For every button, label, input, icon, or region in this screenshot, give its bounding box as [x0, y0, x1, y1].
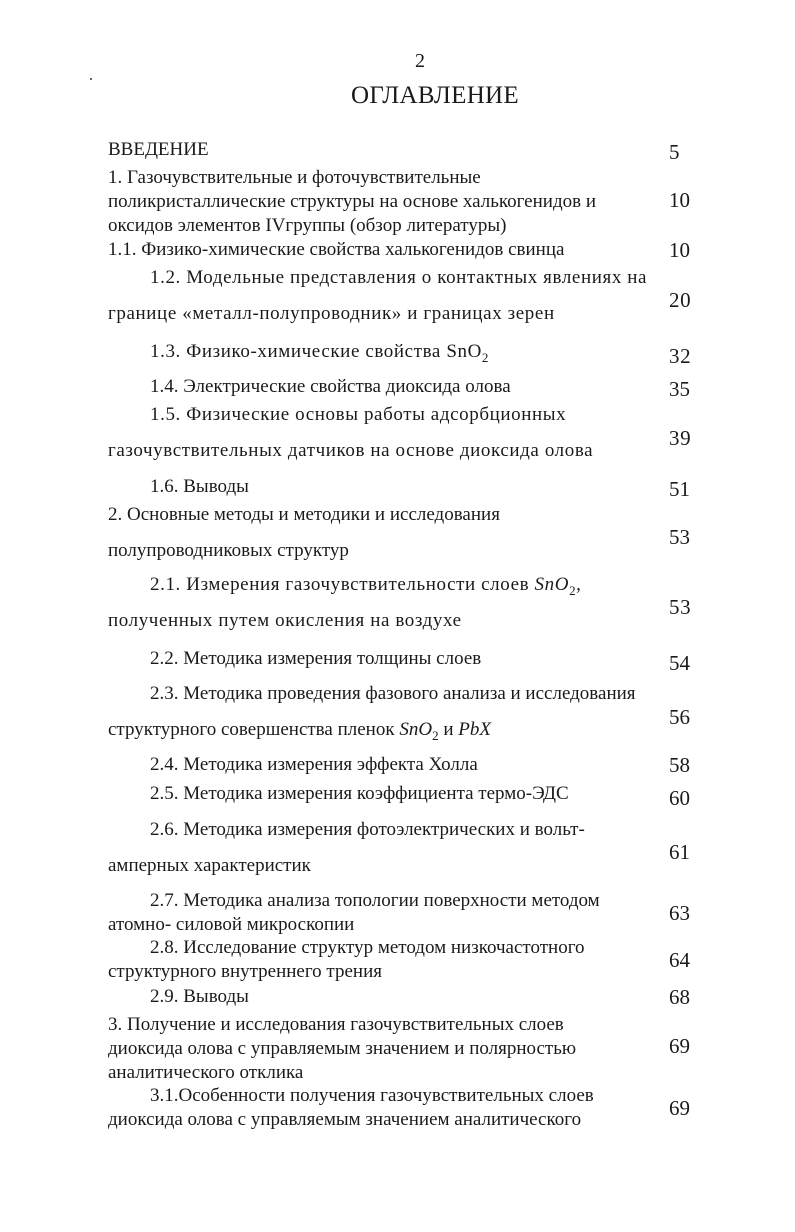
- toc-entry-line: полупроводниковых структур: [108, 540, 349, 561]
- toc-entry-line: 2.7. Методика анализа топологии поверхности методом: [150, 890, 600, 911]
- toc-entry-line: 2.3. Методика проведения фазового анализа и исследования: [150, 683, 636, 704]
- toc-entry-line: полученных путем окисления на воздухе: [108, 610, 462, 631]
- toc-entry-text: и: [438, 719, 459, 740]
- toc-entry-line: структурного внутреннего трения: [108, 961, 382, 982]
- toc-page-number: 69: [669, 1034, 690, 1058]
- toc-entry-line: газочувствительных датчиков на основе диоксида олова: [108, 440, 594, 461]
- toc-entry-title: 1.4. Электрические свойства диоксида олова: [150, 376, 511, 397]
- toc-page-number: 20: [669, 288, 692, 312]
- toc-entry-title: 1.6. Выводы: [150, 476, 249, 497]
- toc-entry-line: 1.2. Модельные представления о контактных явлениях на: [150, 267, 648, 288]
- toc-page-number: 68: [669, 985, 690, 1009]
- toc-page-number: 10: [669, 238, 690, 262]
- toc-entry-line: оксидов элементов IVгруппы (обзор литературы): [108, 215, 507, 236]
- toc-entry-title: 2.2. Методика измерения толщины слоев: [150, 648, 482, 669]
- toc-page-number: 58: [669, 753, 690, 777]
- subscript: 2: [481, 349, 490, 365]
- subscript: 2: [569, 582, 577, 598]
- toc-entry-title: 2.5. Методика измерения коэффициента термо-ЭДС: [150, 783, 569, 804]
- formula: PbX: [458, 719, 491, 740]
- toc-entry-title: ВВЕДЕНИЕ: [108, 139, 209, 160]
- toc-page-number: 39: [669, 426, 692, 450]
- toc-entry-text: ,: [576, 574, 582, 595]
- toc-page-number: 63: [669, 901, 690, 925]
- toc-page-number: 56: [669, 705, 690, 729]
- toc-entry-title: [150, 340, 489, 370]
- toc-page-number: 53: [669, 525, 690, 549]
- toc-entry-text: 1.3. Физико-химические свойства SnO: [150, 341, 482, 362]
- toc-entry-line: 1.5. Физические основы работы адсорбционных: [150, 404, 567, 425]
- toc-page-number: 35: [669, 377, 690, 401]
- toc-page-number: 60: [669, 786, 690, 810]
- toc-page-number: 61: [669, 840, 690, 864]
- toc-page-number: 54: [669, 651, 690, 675]
- toc-entry-text: структурного совершенства пленок: [108, 719, 400, 740]
- toc-entry-title: 2.9. Выводы: [150, 986, 249, 1007]
- toc-entry-line: атомно- силовой микроскопии: [108, 914, 355, 935]
- toc-entry-line: поликристаллические структуры на основе халькогенидов и: [108, 191, 597, 212]
- toc-entry-line: 3. Получение и исследования газочувствительных слоев: [108, 1014, 564, 1035]
- formula: SnO: [534, 574, 570, 595]
- toc-page-number: 69: [669, 1096, 690, 1120]
- toc-entry-text: 2.1. Измерения газочувствительности слоев: [150, 574, 535, 595]
- toc-entry-line: 3.1.Особенности получения газочувствительных слоев: [150, 1085, 594, 1106]
- toc-entry-line: [150, 573, 582, 603]
- page-title: ОГЛАВЛЕНИЕ: [351, 82, 519, 109]
- toc-entry-line: аналитического отклика: [108, 1062, 304, 1083]
- toc-entry-title: 1.1. Физико-химические свойства халькогенидов свинца: [108, 239, 565, 260]
- toc-entry-line: границе «металл-полупроводник» и границах зерен: [108, 303, 555, 324]
- toc-entry-line: 1. Газочувствительные и фоточувствительные: [108, 167, 481, 188]
- toc-entry-line: диоксида олова с управляемым значением аналитического: [108, 1109, 582, 1130]
- toc-page-number: 32: [669, 344, 692, 368]
- toc-entry-line: 2.6. Методика измерения фотоэлектрических и вольт-: [150, 819, 585, 840]
- toc-entry-line: 2. Основные методы и методики и исследования: [108, 504, 500, 525]
- toc-page-number: 53: [669, 595, 692, 619]
- toc-entry-line: диоксида олова с управляемым значением и полярностью: [108, 1038, 577, 1059]
- page-number: 2: [415, 50, 425, 72]
- formula: SnO: [399, 719, 433, 740]
- toc-entry-line: 2.8. Исследование структур методом низкочастотного: [150, 937, 585, 958]
- toc-page-number: 64: [669, 948, 690, 972]
- toc-page-number: 5: [669, 140, 680, 164]
- toc-entry-title: 2.4. Методика измерения эффекта Холла: [150, 754, 478, 775]
- toc-entry-line: амперных характеристик: [108, 855, 311, 876]
- toc-page-number: 51: [669, 477, 690, 501]
- toc-entry-line: [108, 718, 491, 748]
- scan-speck: [90, 78, 92, 80]
- subscript: 2: [432, 727, 439, 743]
- toc-page-number: 10: [669, 188, 690, 212]
